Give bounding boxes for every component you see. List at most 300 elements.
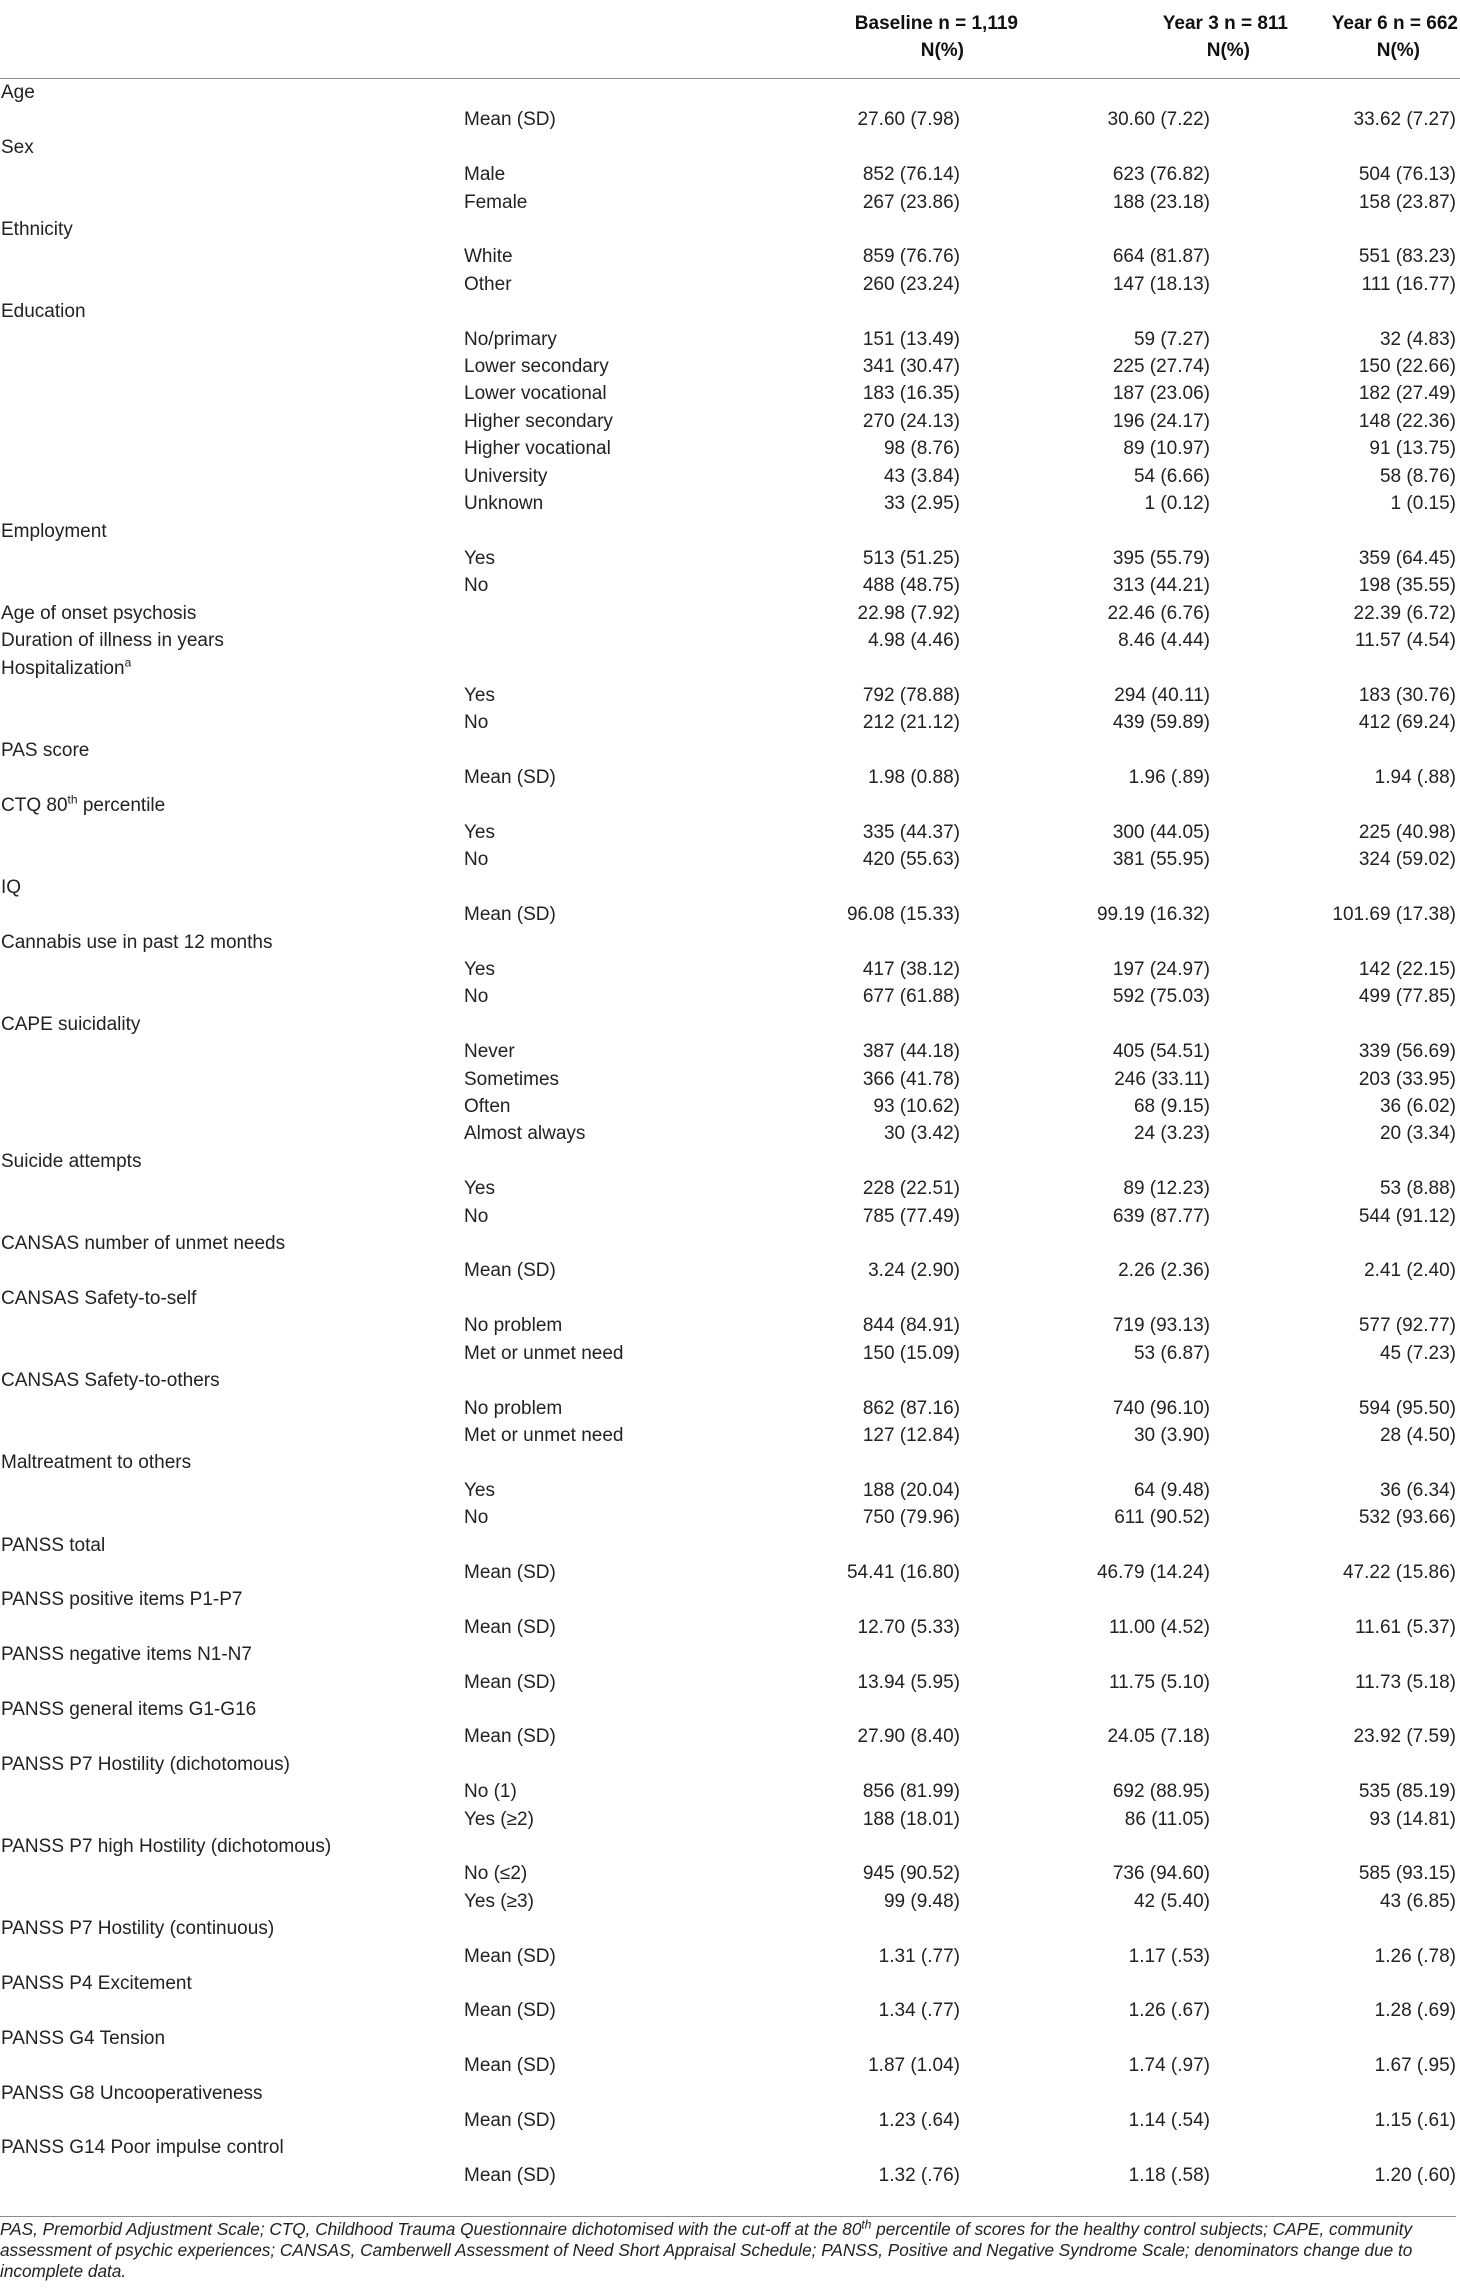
value-baseline: 212 (21.12) bbox=[862, 712, 960, 734]
value-baseline bbox=[800, 298, 1020, 325]
variable-label: Cannabis use in past 12 months bbox=[1, 931, 273, 953]
variable-label bbox=[0, 572, 460, 599]
table-row bbox=[0, 2025, 1460, 2052]
variable-label bbox=[0, 1175, 460, 1202]
table-row bbox=[0, 189, 1460, 216]
value-year3: 1 (0.12) bbox=[1144, 493, 1210, 515]
table-row bbox=[0, 1203, 1460, 1230]
value-baseline bbox=[800, 1532, 1020, 1559]
table-row bbox=[0, 1915, 1460, 1942]
value-year6 bbox=[1290, 1833, 1460, 1860]
value-baseline: 1.87 (1.04) bbox=[868, 2055, 960, 2077]
value-year6: 183 (30.76) bbox=[1358, 684, 1456, 706]
value-year3: 68 (9.15) bbox=[1133, 1096, 1210, 1118]
category-label bbox=[460, 1148, 800, 1175]
value-baseline bbox=[800, 1148, 1020, 1175]
value-year6 bbox=[1290, 1586, 1460, 1613]
table-row bbox=[0, 435, 1460, 462]
table-row bbox=[0, 545, 1460, 572]
value-baseline bbox=[800, 1367, 1020, 1394]
value-year6: 11.61 (5.37) bbox=[1354, 1616, 1456, 1638]
value-year6 bbox=[1290, 1532, 1460, 1559]
variable-label bbox=[0, 1120, 460, 1147]
value-baseline: 228 (22.51) bbox=[862, 1178, 960, 1200]
category-label: Mean (SD) bbox=[464, 1726, 556, 1748]
value-year3 bbox=[1020, 79, 1290, 107]
table-row bbox=[0, 1257, 1460, 1284]
value-baseline: 30 (3.42) bbox=[883, 1123, 960, 1145]
value-baseline: 856 (81.99) bbox=[862, 1781, 960, 1803]
value-year6: 158 (23.87) bbox=[1358, 191, 1456, 213]
value-baseline: 1.23 (.64) bbox=[878, 2110, 960, 2132]
value-year3: 1.74 (.97) bbox=[1128, 2055, 1210, 2077]
value-year3 bbox=[1020, 298, 1290, 325]
value-year6: 58 (8.76) bbox=[1379, 465, 1456, 487]
value-baseline bbox=[800, 929, 1020, 956]
table-row bbox=[0, 2162, 1460, 2189]
table-row bbox=[0, 2134, 1460, 2161]
value-year3: 300 (44.05) bbox=[1112, 821, 1210, 843]
variable-label bbox=[0, 1614, 460, 1641]
value-baseline: 341 (30.47) bbox=[862, 356, 960, 378]
value-year6: 142 (22.15) bbox=[1358, 959, 1456, 980]
value-year3 bbox=[1020, 1148, 1290, 1175]
value-year6: 1.67 (.95) bbox=[1374, 2055, 1456, 2077]
value-year6 bbox=[1290, 298, 1460, 325]
table-row bbox=[0, 1860, 1460, 1887]
value-year3: 2.26 (2.36) bbox=[1118, 1260, 1210, 1282]
value-year3 bbox=[1020, 1285, 1290, 1312]
value-baseline: 33 (2.95) bbox=[883, 493, 960, 515]
variable-label bbox=[0, 545, 460, 572]
table-row bbox=[0, 572, 1460, 599]
value-baseline: 677 (61.88) bbox=[862, 986, 960, 1008]
value-baseline: 1.32 (.76) bbox=[878, 2164, 960, 2186]
table-row bbox=[0, 1751, 1460, 1778]
category-label: Yes bbox=[464, 959, 495, 980]
table-row bbox=[0, 1312, 1460, 1339]
value-baseline: 792 (78.88) bbox=[862, 684, 960, 706]
value-year3: 86 (11.05) bbox=[1124, 1808, 1210, 1830]
value-year6: 11.57 (4.54) bbox=[1354, 630, 1456, 652]
value-year3 bbox=[1020, 1586, 1290, 1613]
category-label: Never bbox=[464, 1041, 515, 1063]
value-year3 bbox=[1020, 1696, 1290, 1723]
variable-label bbox=[0, 956, 460, 983]
variable-label bbox=[0, 2107, 460, 2134]
table-row bbox=[0, 1532, 1460, 1559]
value-baseline: 267 (23.86) bbox=[862, 191, 960, 213]
variable-label bbox=[0, 106, 460, 133]
value-baseline bbox=[800, 1751, 1020, 1778]
value-baseline: 27.60 (7.98) bbox=[857, 109, 960, 131]
value-year3: 30 (3.90) bbox=[1133, 1424, 1210, 1446]
table-footnote: PAS, Premorbid Adjustment Scale; CTQ, Childhood Trauma Questionnaire dichotomised with the cut-off at the 80th percentile of scores for the healthy control subjects; CAPE, community assessment of psychic experiences; CANSAS, Camberwell Assessment of Need Short Appraisal Schedule; PANSS, Positive and Negative Syndrome Scale; denominators change due to incomplete data. bbox=[0, 2216, 1456, 2282]
variable-label bbox=[0, 1203, 460, 1230]
value-baseline: 420 (55.63) bbox=[862, 849, 960, 871]
value-year6: 594 (95.50) bbox=[1358, 1397, 1456, 1419]
value-year3: 196 (24.17) bbox=[1112, 410, 1210, 432]
variable-label: Age of onset psychosis bbox=[1, 602, 197, 624]
variable-label bbox=[0, 1340, 460, 1367]
category-label: Often bbox=[464, 1096, 511, 1118]
value-year3: 1.96 (.89) bbox=[1128, 767, 1210, 789]
value-year3: 89 (10.97) bbox=[1123, 438, 1210, 460]
category-label bbox=[460, 874, 800, 901]
variable-label: CAPE suicidality bbox=[1, 1013, 141, 1035]
category-label: Yes bbox=[464, 821, 495, 843]
variable-label: Duration of illness in years bbox=[1, 630, 224, 652]
value-year6: 36 (6.34) bbox=[1379, 1479, 1456, 1501]
value-year3 bbox=[1020, 2134, 1290, 2161]
category-label bbox=[460, 792, 800, 819]
variable-label: Age bbox=[1, 82, 35, 103]
value-year6: 203 (33.95) bbox=[1358, 1068, 1456, 1090]
variable-label bbox=[0, 1257, 460, 1284]
variable-label bbox=[0, 846, 460, 873]
value-year3: 46.79 (14.24) bbox=[1096, 1561, 1210, 1583]
value-year3: 89 (12.23) bbox=[1123, 1178, 1210, 1200]
value-year6: 339 (56.69) bbox=[1358, 1041, 1456, 1063]
category-label: No problem bbox=[464, 1397, 563, 1419]
value-year3 bbox=[1020, 655, 1290, 682]
category-label: Mean (SD) bbox=[464, 2000, 556, 2022]
category-label bbox=[460, 216, 800, 243]
value-baseline: 1.34 (.77) bbox=[878, 2000, 960, 2022]
category-label: Yes bbox=[464, 547, 495, 569]
table-row bbox=[0, 1175, 1460, 1202]
category-label: No/primary bbox=[464, 328, 557, 350]
value-year3 bbox=[1020, 2080, 1290, 2107]
value-baseline: 785 (77.49) bbox=[862, 1205, 960, 1227]
value-year6 bbox=[1290, 2134, 1460, 2161]
table-row bbox=[0, 490, 1460, 517]
value-year3 bbox=[1020, 737, 1290, 764]
category-label bbox=[460, 2025, 800, 2052]
value-year6: 148 (22.36) bbox=[1358, 410, 1456, 432]
value-year3: 225 (27.74) bbox=[1112, 356, 1210, 378]
value-year3 bbox=[1020, 1011, 1290, 1038]
category-label: Mean (SD) bbox=[464, 109, 556, 131]
value-baseline: 188 (20.04) bbox=[862, 1479, 960, 1501]
value-baseline: 96.08 (15.33) bbox=[846, 904, 960, 926]
value-year6: 504 (76.13) bbox=[1358, 164, 1456, 186]
value-baseline: 4.98 (4.46) bbox=[868, 630, 960, 652]
table-row bbox=[0, 326, 1460, 353]
category-label bbox=[460, 1641, 800, 1668]
value-year3: 395 (55.79) bbox=[1112, 547, 1210, 569]
category-label: Mean (SD) bbox=[464, 1561, 556, 1583]
table-row bbox=[0, 1285, 1460, 1312]
value-baseline: 150 (15.09) bbox=[862, 1342, 960, 1364]
value-year3: 64 (9.48) bbox=[1133, 1479, 1210, 1501]
value-year3: 187 (23.06) bbox=[1112, 383, 1210, 405]
value-year6 bbox=[1290, 1696, 1460, 1723]
table-row bbox=[0, 380, 1460, 407]
variable-label: PANSS general items G1-G16 bbox=[1, 1698, 257, 1720]
value-baseline bbox=[800, 1449, 1020, 1476]
value-year6 bbox=[1290, 1915, 1460, 1942]
table-row bbox=[0, 1997, 1460, 2024]
category-label bbox=[460, 1915, 800, 1942]
table-row bbox=[0, 655, 1460, 682]
value-baseline bbox=[800, 1970, 1020, 1997]
value-baseline bbox=[800, 2080, 1020, 2107]
variable-label bbox=[0, 353, 460, 380]
category-label: Male bbox=[464, 164, 506, 186]
variable-label: PANSS P7 Hostility (dichotomous) bbox=[1, 1753, 290, 1775]
value-baseline: 188 (18.01) bbox=[862, 1808, 960, 1830]
variable-label: Ethnicity bbox=[1, 219, 73, 241]
table-row bbox=[0, 1614, 1460, 1641]
category-label: Lower secondary bbox=[464, 356, 609, 378]
variable-label: CANSAS Safety-to-others bbox=[1, 1370, 220, 1392]
value-year3 bbox=[1020, 134, 1290, 161]
value-year3: 53 (6.87) bbox=[1133, 1342, 1210, 1364]
category-label bbox=[460, 929, 800, 956]
variable-label bbox=[0, 1669, 460, 1696]
value-year6: 412 (69.24) bbox=[1358, 712, 1456, 734]
value-year6: 532 (93.66) bbox=[1358, 1507, 1456, 1529]
value-baseline: 335 (44.37) bbox=[862, 821, 960, 843]
table-row bbox=[0, 1778, 1460, 1805]
table-row bbox=[0, 627, 1460, 654]
value-baseline: 12.70 (5.33) bbox=[857, 1616, 960, 1638]
value-year3 bbox=[1020, 1449, 1290, 1476]
value-year6 bbox=[1290, 792, 1460, 819]
value-year3: 22.46 (6.76) bbox=[1107, 602, 1210, 624]
value-baseline: 13.94 (5.95) bbox=[857, 1671, 960, 1693]
category-label bbox=[460, 298, 800, 325]
value-year6: 28 (4.50) bbox=[1379, 1424, 1456, 1446]
value-baseline bbox=[800, 216, 1020, 243]
table-row bbox=[0, 518, 1460, 545]
value-year6: 499 (77.85) bbox=[1358, 986, 1456, 1008]
category-label bbox=[460, 79, 800, 107]
value-year6: 324 (59.02) bbox=[1358, 849, 1456, 871]
value-baseline: 844 (84.91) bbox=[862, 1315, 960, 1337]
value-year6: 359 (64.45) bbox=[1358, 547, 1456, 569]
value-year3 bbox=[1020, 216, 1290, 243]
category-label bbox=[460, 1586, 800, 1613]
category-label bbox=[460, 737, 800, 764]
variable-label bbox=[0, 2162, 460, 2189]
variable-label bbox=[0, 983, 460, 1010]
value-year3: 24 (3.23) bbox=[1133, 1123, 1210, 1145]
value-baseline bbox=[800, 1011, 1020, 1038]
category-label: Mean (SD) bbox=[464, 1671, 556, 1693]
table-row bbox=[0, 1449, 1460, 1476]
table-row bbox=[0, 1230, 1460, 1257]
value-baseline: 270 (24.13) bbox=[862, 410, 960, 432]
value-baseline: 1.31 (.77) bbox=[878, 1945, 960, 1967]
variable-label: Employment bbox=[1, 520, 107, 542]
value-year6: 23.92 (7.59) bbox=[1353, 1726, 1456, 1748]
variable-label: PANSS negative items N1-N7 bbox=[1, 1644, 252, 1666]
category-label: Met or unmet need bbox=[464, 1424, 624, 1446]
variable-label bbox=[0, 435, 460, 462]
value-baseline: 387 (44.18) bbox=[862, 1041, 960, 1063]
value-year6 bbox=[1290, 655, 1460, 682]
table-row bbox=[0, 1504, 1460, 1531]
category-label: Other bbox=[464, 273, 512, 295]
value-year6: 43 (6.85) bbox=[1379, 1890, 1456, 1912]
variable-label: CANSAS number of unmet needs bbox=[1, 1233, 286, 1255]
value-year3: 736 (94.60) bbox=[1112, 1863, 1210, 1885]
value-year6: 577 (92.77) bbox=[1358, 1315, 1456, 1337]
value-year6: 2.41 (2.40) bbox=[1364, 1260, 1456, 1282]
variable-label bbox=[0, 380, 460, 407]
category-label bbox=[460, 1367, 800, 1394]
table-row bbox=[0, 600, 1460, 627]
value-baseline: 859 (76.76) bbox=[862, 246, 960, 268]
value-year6: 33.62 (7.27) bbox=[1353, 109, 1456, 131]
value-baseline bbox=[800, 1833, 1020, 1860]
variable-label: IQ bbox=[1, 876, 22, 898]
value-year3: 611 (90.52) bbox=[1114, 1507, 1210, 1529]
category-label: Mean (SD) bbox=[464, 2164, 556, 2186]
value-year6: 1.26 (.78) bbox=[1374, 1945, 1456, 1967]
variable-label bbox=[0, 2052, 460, 2079]
variable-label bbox=[0, 271, 460, 298]
value-baseline: 98 (8.76) bbox=[883, 438, 960, 460]
variable-label: PANSS P7 Hostility (continuous) bbox=[1, 1918, 275, 1940]
table-row bbox=[0, 1833, 1460, 1860]
value-baseline: 366 (41.78) bbox=[862, 1068, 960, 1090]
table-row bbox=[0, 956, 1460, 983]
value-year6: 182 (27.49) bbox=[1358, 383, 1456, 405]
col-header-year3: Year 3 n = 811 bbox=[1162, 13, 1288, 34]
value-year3: 42 (5.40) bbox=[1133, 1890, 1210, 1912]
value-baseline: 862 (87.16) bbox=[862, 1397, 960, 1419]
value-year3: 147 (18.13) bbox=[1112, 273, 1210, 295]
table-row bbox=[0, 353, 1460, 380]
variable-label bbox=[0, 1422, 460, 1449]
category-label: No (≤2) bbox=[464, 1863, 528, 1885]
table-row bbox=[0, 737, 1460, 764]
value-baseline bbox=[800, 79, 1020, 107]
table-row bbox=[0, 298, 1460, 325]
variable-label bbox=[0, 189, 460, 216]
value-year3 bbox=[1020, 1641, 1290, 1668]
category-label bbox=[460, 1532, 800, 1559]
value-baseline bbox=[800, 2134, 1020, 2161]
value-baseline: 945 (90.52) bbox=[862, 1863, 960, 1885]
value-year6: 20 (3.34) bbox=[1379, 1123, 1456, 1145]
table-row bbox=[0, 1641, 1460, 1668]
value-year6: 32 (4.83) bbox=[1379, 328, 1456, 350]
table-row bbox=[0, 682, 1460, 709]
category-label: Sometimes bbox=[464, 1068, 560, 1090]
value-year3: 1.26 (.67) bbox=[1128, 2000, 1210, 2022]
value-baseline bbox=[800, 737, 1020, 764]
table-row bbox=[0, 1395, 1460, 1422]
table-row bbox=[0, 1148, 1460, 1175]
value-baseline: 27.90 (8.40) bbox=[857, 1726, 960, 1748]
category-label: No bbox=[464, 1507, 489, 1529]
value-year6: 11.73 (5.18) bbox=[1354, 1671, 1456, 1693]
table-row bbox=[0, 1038, 1460, 1065]
category-label bbox=[460, 134, 800, 161]
category-label: Mean (SD) bbox=[464, 1616, 556, 1638]
value-year6: 91 (13.75) bbox=[1369, 438, 1456, 460]
value-year3: 740 (96.10) bbox=[1112, 1397, 1210, 1419]
value-year3 bbox=[1020, 874, 1290, 901]
table-row bbox=[0, 874, 1460, 901]
variable-label: Suicide attempts bbox=[1, 1150, 142, 1172]
category-label bbox=[460, 1751, 800, 1778]
value-year3 bbox=[1020, 1751, 1290, 1778]
value-year3: 1.18 (.58) bbox=[1128, 2164, 1210, 2186]
table-row bbox=[0, 709, 1460, 736]
table-row bbox=[0, 1477, 1460, 1504]
value-baseline bbox=[800, 2025, 1020, 2052]
category-label: Yes (≥3) bbox=[464, 1890, 534, 1912]
category-label: Mean (SD) bbox=[464, 904, 556, 926]
value-year6 bbox=[1290, 1285, 1460, 1312]
category-label: No bbox=[464, 849, 489, 871]
category-label bbox=[460, 518, 800, 545]
variable-label: PANSS G8 Uncooperativeness bbox=[1, 2082, 263, 2104]
category-label: Mean (SD) bbox=[464, 1945, 556, 1967]
value-year3: 719 (93.13) bbox=[1112, 1315, 1210, 1337]
category-label bbox=[460, 627, 800, 654]
value-year6: 1.28 (.69) bbox=[1374, 2000, 1456, 2022]
value-year6 bbox=[1290, 134, 1460, 161]
category-label bbox=[460, 2080, 800, 2107]
category-label: Mean (SD) bbox=[464, 1260, 556, 1282]
value-baseline: 183 (16.35) bbox=[862, 383, 960, 405]
table-row bbox=[0, 1559, 1460, 1586]
table-row bbox=[0, 216, 1460, 243]
table-row bbox=[0, 929, 1460, 956]
variable-label: PANSS P7 high Hostility (dichotomous) bbox=[1, 1836, 332, 1857]
category-label: Female bbox=[464, 191, 528, 213]
variable-label: Education bbox=[1, 301, 86, 323]
value-baseline: 99 (9.48) bbox=[883, 1890, 960, 1912]
table-header bbox=[0, 0, 1460, 79]
value-year3: 8.46 (4.44) bbox=[1118, 630, 1210, 652]
value-year6: 1 (0.15) bbox=[1390, 493, 1456, 515]
value-year6: 47.22 (15.86) bbox=[1342, 1561, 1456, 1583]
table-row bbox=[0, 408, 1460, 435]
col-subheader-year3: N(%) bbox=[1020, 37, 1290, 79]
table-row bbox=[0, 106, 1460, 133]
table-row bbox=[0, 1093, 1460, 1120]
value-baseline: 3.24 (2.90) bbox=[868, 1260, 960, 1282]
value-year3: 405 (54.51) bbox=[1112, 1041, 1210, 1063]
value-year6 bbox=[1290, 1148, 1460, 1175]
category-label: Yes bbox=[464, 1178, 495, 1200]
value-year6 bbox=[1290, 1367, 1460, 1394]
value-baseline bbox=[800, 1586, 1020, 1613]
value-year6 bbox=[1290, 737, 1460, 764]
value-year6 bbox=[1290, 1449, 1460, 1476]
value-year3 bbox=[1020, 792, 1290, 819]
variable-label bbox=[0, 764, 460, 791]
value-baseline: 513 (51.25) bbox=[862, 547, 960, 569]
value-baseline bbox=[800, 1696, 1020, 1723]
category-label: No bbox=[464, 986, 489, 1008]
variable-label: CTQ 80th percentile bbox=[1, 792, 166, 816]
value-baseline: 54.41 (16.80) bbox=[846, 1561, 960, 1583]
value-year3: 592 (75.03) bbox=[1112, 986, 1210, 1008]
value-baseline bbox=[800, 1641, 1020, 1668]
value-year6: 1.15 (.61) bbox=[1374, 2110, 1456, 2132]
variable-label bbox=[0, 1943, 460, 1970]
value-baseline: 750 (79.96) bbox=[862, 1507, 960, 1529]
category-label: White bbox=[464, 246, 513, 268]
